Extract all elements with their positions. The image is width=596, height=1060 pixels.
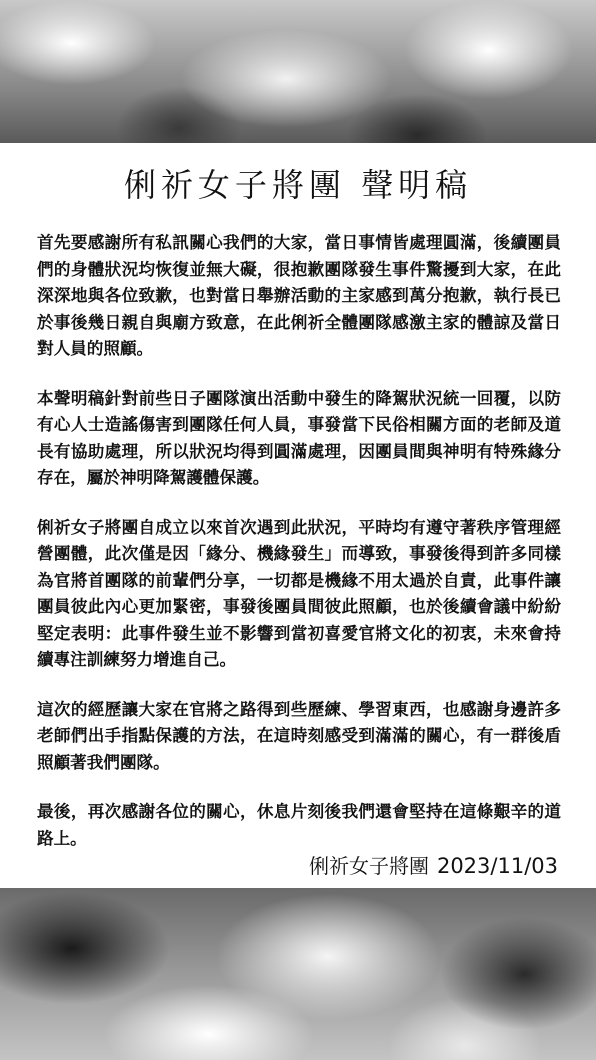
signature-date: 2023/11/03	[436, 854, 558, 878]
paragraph-clarification: 本聲明稿針對前些日子團隊演出活動中發生的降駕狀況統一回覆，以防有心人士造謠傷害到團隊任何人員，事發當下民俗相關方面的老師及道長有協助處理，所以狀況均得到圓滿處理，因團員間與神明有特殊緣分存在，屬於神明降駕護體保護。	[37, 388, 561, 487]
document-title: 俐祈女子將團 聲明稿	[123, 166, 473, 204]
paragraph-first-occurrence: 俐祈女子將團自成立以來首次遇到此狀況，平時均有遵守著秩序管理經營團體，此次僅是因「緣分、機緣發生」而導致，事發後得到許多同樣為官將首團隊的前輩們分享，一切都是機緣不用太過於自責，此事件讓團員彼此內心更加緊密，事發後團員間彼此照顧，也於後續會議中紛紛堅定表明：此事件發生並不影響到當初喜愛官將文化的初衷，未來會持續專注訓練努力增進自己。	[37, 517, 561, 669]
signature-line	[309, 850, 558, 879]
statement-document	[0, 143, 596, 888]
paragraph-closing: 最後，再次感謝各位的關心，休息片刻後我們還會堅持在這條艱辛的道路上。	[37, 802, 561, 848]
blurred-background-top	[0, 0, 596, 143]
blurred-background-bottom	[0, 888, 596, 1060]
paragraph-experience: 這次的經歷讓大家在官將之路得到些歷練、學習東西，也感謝身邊許多老師們出手指點保護的方法，在這時刻感受到滿滿的關心，有一群後盾照顧著我們團隊。	[37, 699, 561, 772]
paragraph-thanks: 首先要感謝所有私訊關心我們的大家，當日事情皆處理圓滿，後續團員們的身體狀況均恢復並無大礙，很抱歉團隊發生事件驚擾到大家，在此深深地與各位致歉，也對當日舉辦活動的主家感到萬分抱歉，執行長已於事後幾日親自與廟方致意，在此俐祈全體團隊感激主家的體諒及當日對人員的照顧。	[37, 233, 561, 358]
document-body	[37, 230, 561, 875]
signature-name: 俐祈女子將團	[308, 854, 429, 878]
